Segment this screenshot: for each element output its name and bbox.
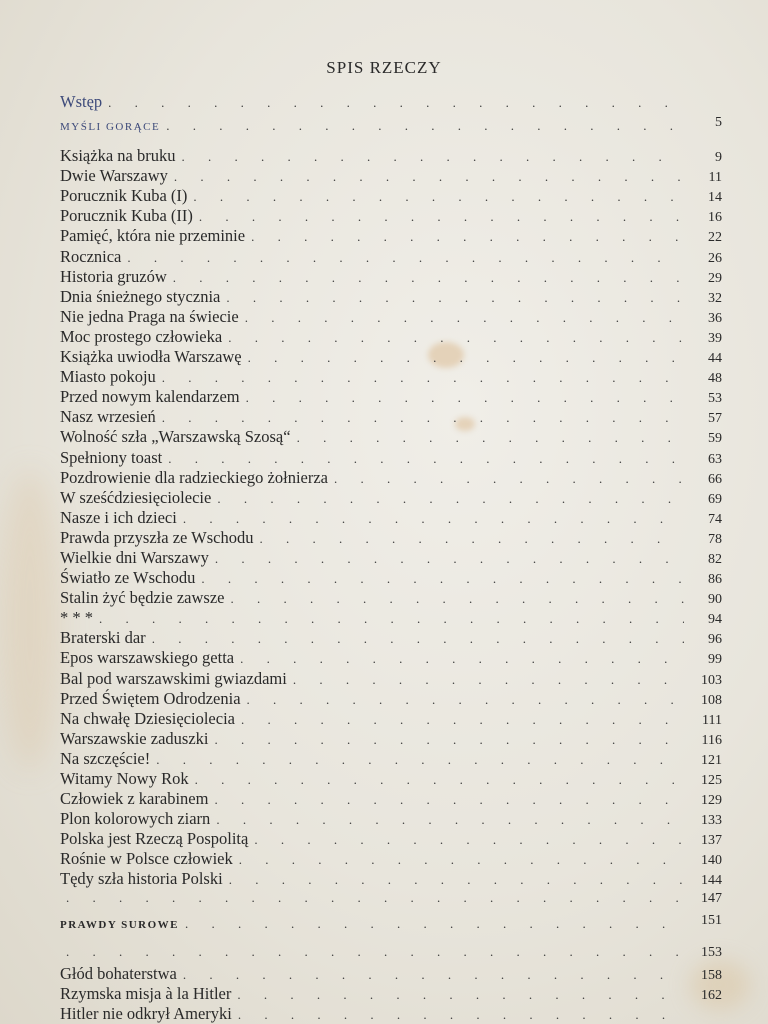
toc-entry	[60, 749, 722, 769]
toc-page-number: 48	[708, 371, 722, 387]
toc-dot-leader	[245, 310, 684, 326]
toc-entry-title: Pamięć, która nie przeminie	[60, 226, 246, 246]
toc-entry-title: Tędy szła historia Polski	[60, 869, 223, 889]
toc-entry-title: Na szczęście!	[60, 748, 151, 768]
toc-entry-title: Nie jedna Praga na świecie	[60, 306, 239, 326]
toc-entry	[60, 287, 722, 307]
toc-entry-title: Książka na bruku	[60, 146, 176, 166]
toc-entry	[60, 628, 722, 648]
toc-dot-leader	[183, 511, 684, 527]
toc-entry	[60, 407, 722, 427]
toc-dot-leader	[162, 410, 684, 426]
toc-page-number: 26	[708, 250, 722, 266]
page-title: SPIS RZECZY	[326, 58, 442, 77]
toc-entry-title: Porucznik Kuba (I)	[60, 186, 188, 206]
toc-entry	[60, 166, 722, 186]
toc-page-number: 16	[708, 210, 722, 226]
toc-entry-title: PRAWDY SUROWE	[60, 918, 180, 931]
toc-dot-leader	[216, 812, 684, 828]
toc-entry	[60, 146, 722, 166]
toc-dot-leader	[248, 350, 684, 366]
toc-entry-title: Plon kolorowych ziarn	[60, 809, 211, 829]
toc-dot-leader	[230, 591, 684, 607]
toc-dot-leader	[108, 95, 684, 111]
toc-dot-leader	[229, 872, 684, 888]
toc-entry	[60, 367, 722, 387]
toc-entry-title: Prawda przyszła ze Wschodu	[60, 527, 254, 547]
toc-entry	[60, 849, 722, 869]
toc-entry-title: Epos warszawskiego getta	[60, 648, 235, 668]
toc-page-number: 158	[701, 967, 722, 983]
toc-page-number: 69	[708, 491, 722, 507]
toc-entry	[60, 789, 722, 809]
toc-page-number: 22	[708, 230, 722, 246]
toc-dot-leader	[237, 987, 684, 1003]
toc-page-number: 129	[701, 793, 722, 809]
toc-page-number: 125	[701, 773, 722, 788]
toc-page-number: 103	[701, 672, 722, 688]
toc-dot-leader	[66, 890, 684, 906]
toc-dot-leader	[193, 189, 684, 205]
toc-dot-leader	[168, 451, 684, 467]
toc-entry	[60, 729, 722, 749]
toc-entry	[60, 92, 722, 112]
toc-entry	[60, 1004, 722, 1024]
toc-entry-title: Nasze i ich dzieci	[60, 507, 177, 527]
toc-entry	[60, 267, 722, 287]
toc-page-number: 99	[708, 652, 722, 668]
toc-page-number: 90	[708, 592, 722, 608]
toc-entry-title: Rocznica	[60, 246, 122, 266]
toc-section-heading	[60, 910, 722, 944]
toc-entry	[60, 964, 722, 984]
toc-entry	[60, 689, 722, 709]
toc-entry	[60, 548, 722, 568]
toc-entry	[60, 944, 722, 964]
toc-dot-leader	[127, 250, 684, 266]
toc-entry-title: Miasto pokoju	[60, 367, 156, 387]
toc-entry-title: Porucznik Kuba (II)	[60, 206, 193, 226]
toc-page-number: 151	[701, 912, 722, 928]
toc-entry-title: Nasz wrzesień	[60, 407, 156, 427]
toc-page-number: 116	[701, 732, 722, 748]
toc-entry	[60, 206, 722, 226]
toc-entry	[60, 709, 722, 729]
toc-page-number: 5	[715, 115, 722, 131]
toc-entry	[60, 588, 722, 608]
toc-dot-leader	[183, 967, 684, 983]
toc-entry-title: Historia gruzów	[60, 266, 167, 286]
toc-page-number: 137	[701, 833, 722, 849]
toc-entry	[60, 528, 722, 548]
toc-dot-leader	[241, 712, 684, 728]
toc-page-number: 36	[708, 310, 722, 326]
toc-entry-title: Witamy Nowy Rok	[60, 769, 189, 788]
toc-entry-title: W sześćdziesięciolecie	[60, 487, 212, 507]
toc-entry	[60, 226, 722, 246]
toc-entry-title: Rośnie w Polsce człowiek	[60, 849, 233, 869]
toc-entry-title: Na chwałę Dziesięciolecia	[60, 708, 235, 728]
toc-dot-leader	[152, 631, 684, 647]
toc-page-number: 44	[708, 351, 722, 367]
toc-entry-title: Bal pod warszawskimi gwiazdami	[60, 668, 287, 688]
toc-page-number: 9	[715, 150, 722, 166]
toc-dot-leader	[240, 651, 684, 667]
toc-dot-leader	[334, 471, 684, 487]
toc-entry	[60, 186, 722, 206]
toc-page-number: 108	[701, 692, 722, 708]
toc-dot-leader	[214, 732, 684, 748]
toc-dot-leader	[226, 290, 684, 306]
toc-dot-leader	[297, 430, 684, 446]
toc-dot-leader	[239, 852, 684, 868]
toc-entry	[60, 488, 722, 508]
toc-dot-leader	[260, 531, 685, 547]
toc-dot-leader	[246, 390, 684, 406]
toc-dot-leader	[181, 149, 684, 165]
toc-entry-title: Głód bohaterstwa	[60, 963, 177, 983]
toc-dot-leader	[162, 370, 684, 386]
toc-page-number: 153	[701, 944, 722, 960]
toc-section-heading	[60, 112, 722, 146]
toc-page-number: 121	[701, 752, 722, 768]
toc-entry	[60, 809, 722, 829]
toc-dot-leader	[156, 752, 684, 768]
toc-entry-title: Światło ze Wschodu	[60, 568, 196, 588]
toc-dot-leader	[173, 270, 684, 286]
toc-dot-leader	[215, 551, 684, 567]
toc-entry	[60, 247, 722, 267]
toc-entry-title: Stalin żyć będzie zawsze	[60, 588, 225, 608]
paper-stain	[0, 470, 60, 770]
toc-entry	[60, 769, 722, 789]
toc-entry-title: Moc prostego człowieka	[60, 326, 223, 346]
toc-entry-title: MYŚLI GORĄCE	[60, 121, 161, 134]
toc-page-number: 162	[701, 987, 722, 1003]
toc-entry-title: Wstęp	[60, 92, 103, 111]
toc-page-number: 96	[708, 632, 722, 648]
toc-page-number: 94	[708, 612, 722, 628]
toc-dot-leader	[228, 330, 684, 346]
toc-entry-title: Dwie Warszawy	[60, 166, 168, 186]
toc-entry	[60, 608, 722, 628]
toc-entry	[60, 984, 722, 1004]
toc-entry	[60, 508, 722, 528]
toc-entry-title: Dnia śnieżnego stycznia	[60, 286, 221, 306]
toc-dot-leader	[185, 916, 684, 932]
toc-dot-leader	[238, 1007, 684, 1023]
toc-entry-title: Człowiek z karabinem	[60, 789, 209, 809]
toc-page-number: 39	[708, 330, 722, 346]
toc-page-number: 74	[708, 511, 722, 527]
toc-entry-title: Rzymska misja à la Hitler	[60, 983, 232, 1003]
toc-entry	[60, 448, 722, 468]
toc-entry-title: Warszawskie zaduszki	[60, 728, 209, 748]
toc-entry-title: Polska jest Rzeczą Pospolitą	[60, 829, 249, 849]
toc-entry-title: Spełniony toast	[60, 447, 163, 467]
toc-entry-title: Braterski dar	[60, 628, 146, 648]
toc-page-number: 147	[701, 890, 722, 906]
toc-entry	[60, 468, 722, 488]
toc-entry	[60, 387, 722, 407]
toc-page-number: 82	[708, 551, 722, 567]
toc-entry	[60, 890, 722, 910]
toc-page-number: 29	[708, 270, 722, 286]
toc-dot-leader	[293, 672, 684, 688]
toc-entry	[60, 669, 722, 689]
toc-entry	[60, 347, 722, 367]
toc-dot-leader	[214, 792, 684, 808]
toc-entry-title: Książka uwiodła Warszawę	[60, 347, 242, 367]
toc-dot-leader	[199, 209, 684, 225]
toc-entry-title: Wielkie dni Warszawy	[60, 547, 209, 567]
toc-entry-title: Hitler nie odkrył Ameryki	[60, 1003, 232, 1023]
toc-dot-leader	[166, 118, 684, 134]
toc-dot-leader	[195, 772, 684, 788]
toc-dot-leader	[201, 571, 684, 587]
toc-page-number: 78	[708, 531, 722, 547]
toc-dot-leader	[66, 944, 684, 960]
toc-page-number: 111	[702, 712, 722, 728]
toc-page-number: 86	[708, 572, 722, 588]
toc-dot-leader	[174, 169, 684, 185]
toc-page-number: 14	[708, 190, 722, 206]
toc-page-number: 32	[708, 290, 722, 306]
toc-entry	[60, 648, 722, 668]
toc-entry	[60, 829, 722, 849]
toc-dot-leader	[254, 832, 684, 848]
toc-entry	[60, 307, 722, 327]
toc-entry-title: Pozdrowienie dla radzieckiego żołnierza	[60, 467, 328, 487]
toc-entry	[60, 327, 722, 347]
toc-entry	[60, 869, 722, 889]
toc-entry	[60, 427, 722, 447]
toc-page-number: 140	[701, 853, 722, 869]
toc-page-number: 144	[701, 873, 722, 889]
table-of-contents	[60, 92, 722, 1024]
toc-entry-title: Wolność szła „Warszawską Szosą“	[60, 427, 291, 447]
toc-page-number: 63	[708, 451, 722, 467]
toc-page-number: 53	[708, 391, 722, 407]
toc-page-number: 133	[701, 813, 722, 829]
toc-entry-title: * * *	[60, 608, 93, 628]
toc-entry-title: Przed nowym kalendarzem	[60, 387, 240, 407]
toc-dot-leader	[251, 229, 684, 245]
toc-page-number: 59	[708, 431, 722, 447]
toc-entry	[60, 568, 722, 588]
toc-page-number: 11	[708, 170, 722, 186]
toc-page-number: 66	[708, 471, 722, 487]
toc-dot-leader	[247, 692, 684, 708]
toc-dot-leader	[217, 491, 684, 507]
toc-dot-leader	[99, 611, 684, 627]
toc-page-number: 57	[708, 411, 722, 427]
toc-entry-title: Przed Świętem Odrodzenia	[60, 688, 241, 708]
